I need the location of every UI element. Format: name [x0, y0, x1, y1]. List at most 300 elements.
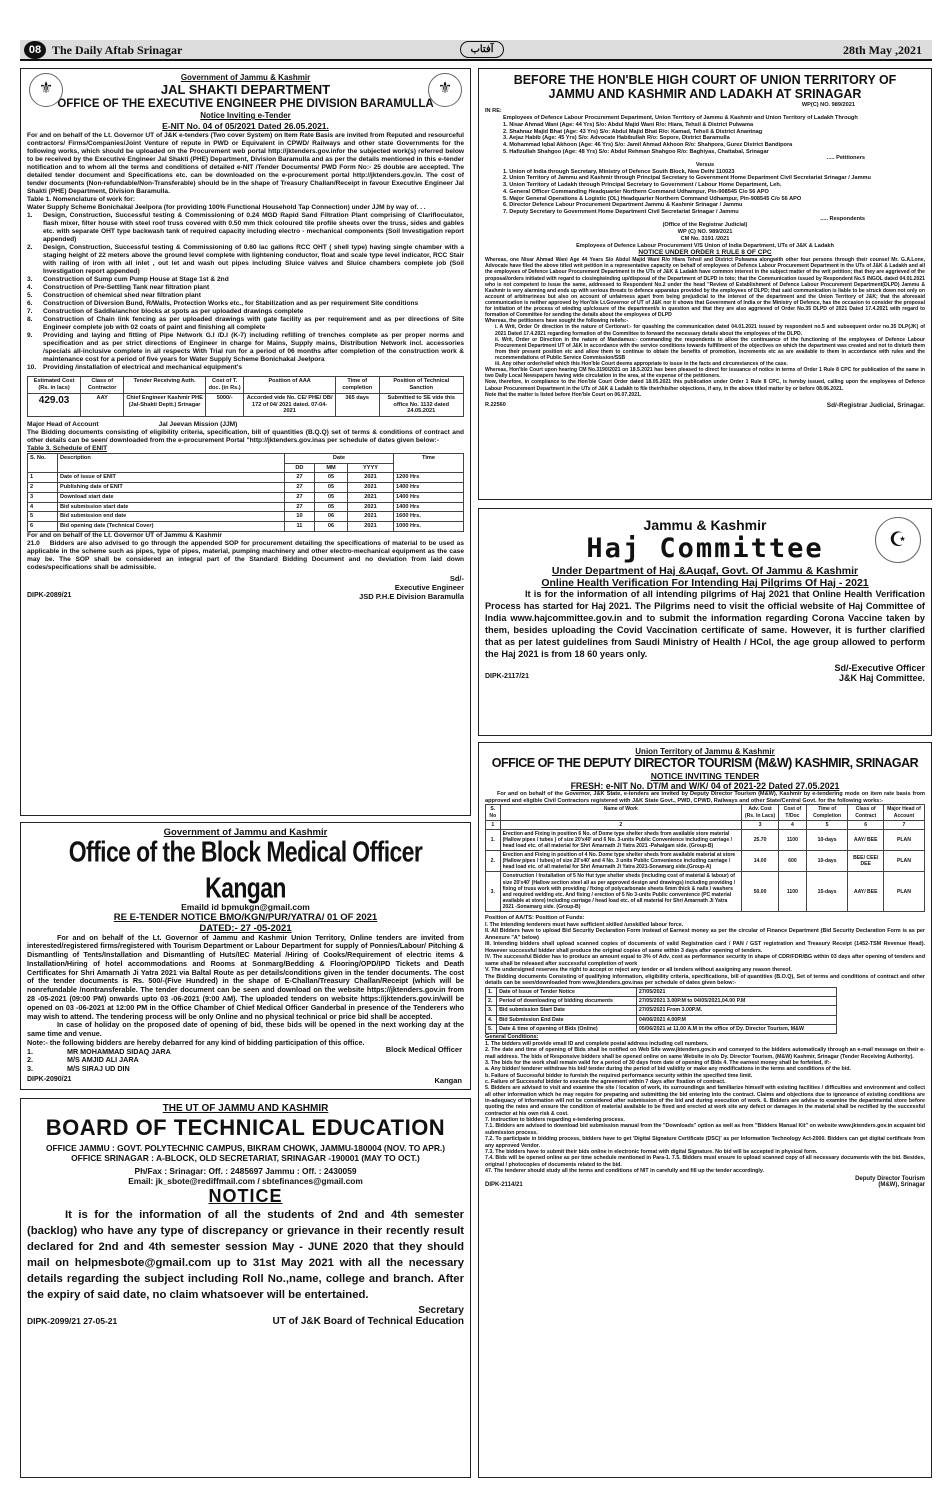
table-row	[486, 987, 837, 996]
tour-header-cell: Time of Completion	[806, 805, 848, 820]
schedule-cell: 2021	[348, 512, 394, 522]
petitioners-list	[485, 115, 925, 155]
schedule-cell: 05	[315, 502, 348, 512]
relief-item: ii. Writ, Order or Direction in the nature of Mandamus:- commanding the respondents to allow the continuance of the functioning of the employees of Defence Labour Procurement Department UT of J&K in accordance with the service conditions towards fulfillment of the objectives on which the department was created and not to disturb them from their present position etc and allow them to continue to obtain the benefits of promotion, increments etc as are available to them in accordance with rules and the recommendations of Public Service Commission/SSB	[495, 336, 925, 361]
tour-col-number: 7	[883, 820, 924, 829]
page-header	[20, 40, 932, 61]
notice-heading: Notice Inviting e-Tender	[200, 111, 291, 121]
major-head-line	[27, 421, 464, 429]
bte-addr-srinagar: OFFICE SRINAGAR : A-BLOCK, OLD SECRETARIAT, SRINAGAR -190001 (MAY TO OCT.)	[71, 1152, 420, 1163]
sop-note	[27, 540, 464, 572]
sched-head-date: Date	[284, 454, 393, 464]
schedule-cell: Bid submission end date	[58, 512, 285, 522]
general-condition-item: 7.1. Bidders are advised to download bid submission manual from the "Downloads" option as well as from "Bidders Manual Kit" on website www.jktenders.gov.in acquaint bid submission process.	[485, 1123, 925, 1136]
schedule-cell: 4	[28, 502, 58, 512]
schedule-cell: 1400 Hrs	[394, 502, 464, 512]
haj-body: It is for the information of all intending pilgrims of Haj 2021 that Online Health Verification Process has started for Haj 2021. The Pilgrims need to visit the official website of Haj Committee of India www.hajcommittee.gov.in and to submit the information regarding Corona Vaccine taken by them, besides uploading the Covid Vaccination certificate of same. However, it is further clarified that as per latest guidelines from Saudi Ministry of Health / HCol, the age group allowed to perform the Haj 2021 is from 18 60 years only.	[485, 589, 925, 660]
work-items-list	[27, 212, 464, 373]
petitioner-item: 3. Aejaz Habib (Age: 45 Yrs) S/o: Advocate Habibullah R/o: Sopore, District Baramulla	[503, 135, 730, 142]
tour-header-cell: Name of Work	[500, 805, 741, 820]
haj-footer	[485, 673, 925, 683]
work-item-text: Construction of Chain link fencing as per uploaded drawings with gate facility as per requirement and as per directions of Site Engineer complete job with 02 coats of paint and finishing all complete	[43, 316, 464, 332]
schedule-cell: Date of issue of ENIT	[58, 473, 285, 483]
tour-schedule-cell: 05/06/2021 at 11.00 A.M in the office of Dy. Director Tourism, M&W	[636, 1024, 836, 1033]
bte-body: It is for the information of all the students of 2nd and 4th semester (backlog) who have any type of discrepancy or grievance in their recently result declared for 2nd and 4th semester session May - JUNE 2020 that they should mail on helpmesbote@gmail.com up to 31st May 2021 with all the necessary details regarding the subject including Roll No.,name, college and branch. After the expiry of said date, no claim whatsoever will be entertained.	[27, 1208, 464, 1301]
gov-heading: Government of Jammu & Kashmir	[180, 73, 311, 82]
schedule-cell: Download start date	[58, 492, 285, 502]
schedule-cell: 1600 Hrs.	[394, 512, 464, 522]
tour-cell: 15-days	[806, 872, 848, 912]
bmo-footer	[27, 1076, 462, 1085]
cost-header-cell: Time of completion	[335, 377, 379, 393]
reliefs-list	[485, 324, 925, 367]
tour-cell: 10-days	[806, 851, 848, 872]
tour-conditions	[485, 922, 925, 974]
debarred-number: 1.	[27, 1046, 33, 1056]
respondents-label: ..... Respondents	[820, 215, 865, 222]
registrar-office: (Office of the Registrar Judicial)	[662, 222, 748, 229]
bmo-email: Emaild id bpmukgn@gmail.com	[181, 901, 310, 912]
dipk-ref: DIPK-2089/21	[27, 591, 72, 599]
respondent-item: 2. Union Territory of Jammu and Kashmir through Principal Secretary to Government Home Department Civil Secretariat Srinagar / Jammu	[503, 175, 871, 182]
respondent-item: 3. Union Territory of Ladakh through Principal Secretary to Government / Labour Home Department, Leh.	[503, 182, 782, 189]
schedule-cell: 1200 Hrs	[394, 473, 464, 483]
sched-head-sno: S. No.	[28, 454, 58, 473]
court-para-4: Now, therefore, in compliance to the Hon'ble Court Order dated 18.05.2021 this publication under Order 1 Rule 8 CPC, is hereby issued, calling upon the employees of Defence Labour Procurement Department in the UTs of J&K & Ladakh to file their/his/her objections, if any, in the above titled matter by or before 08.06.2021.	[485, 379, 925, 392]
work-item-number: 4.	[27, 284, 33, 292]
table-row	[28, 522, 464, 532]
newspaper-logo-icon: آفتاب	[460, 41, 504, 58]
cost-header-cell: Tender Receiving Auth.	[124, 377, 206, 393]
cost-value-cell: 365 days	[335, 393, 379, 416]
court-ref: R.22560	[485, 401, 506, 408]
bmo-gov: Government of Jammu and Kashmir	[163, 827, 328, 838]
tour-enit: FRESH: e-NIT No. DT/M and W/K/ 04 of 2021-22 Dated 27.05.2021	[570, 781, 840, 791]
bmo-note: Note:- the following bidders are hereby debarred for any kind of bidding participation of this office.	[27, 1037, 365, 1047]
schedule-cell: 05	[315, 473, 348, 483]
bidding-docs-text: The Bidding documents consisting of eligibility criteria, specification, bill of quantities (B.Q.Q) set of terms & conditions of contract and other details can be seen/ downloaded from the e-procurement Portal "http://jktenders.gov.inas per schedule of dates given below:-	[27, 428, 464, 445]
tour-works-table	[485, 804, 925, 912]
table-row	[486, 872, 925, 912]
tour-nit: NOTICE INVITING TENDER	[650, 771, 760, 781]
table-row	[486, 1024, 837, 1033]
order-notice-heading: NOTICE UNDER ORDER 1 RULE 8 OF CPC	[638, 249, 772, 257]
work-item-text: Providing /installation of electrical and mechanical equipment's	[43, 364, 243, 372]
respondent-item: 7. Deputy Secretary to Government Home Department Civil Secretariat Srinagar / Jammu	[503, 209, 739, 215]
cost-value-cell: Accorded vide No. CE/ PHE/ DB/ 172 of 04/ 2021 dated. 07-04-2021	[244, 393, 336, 416]
schedule-cell: 06	[315, 522, 348, 532]
schedule-cell: 1400 Hrs	[394, 483, 464, 493]
court-para-3: Whereas, Hon'ble Court upon hearing CM No.3190/2021 on 18.5.2021 has been pleased to direct for issuance of notice in terms of Order 1 Rule 8 CPC for publication of the same in two Daily Local Newspapers having wide circulation in the area, at the expense of the petitioners.	[485, 367, 925, 380]
work-item	[27, 308, 464, 316]
in-re: IN RE:	[485, 108, 502, 115]
tour-cell: 600	[779, 851, 807, 872]
work-item-number: 9.	[27, 332, 33, 340]
tour-cell: 2.	[486, 851, 501, 872]
sd-mark: Sd/-	[449, 573, 464, 583]
schedule-cell: 2021	[348, 473, 394, 483]
schedule-cell: 27	[284, 473, 314, 483]
bmo-re-tender: RE E-TENDER NOTICE BMO/KGN/PUR/YATRA/ 01 OF 2021	[113, 911, 378, 923]
cost-table	[27, 376, 464, 417]
wp-number: WP(C) NO. 989/2021	[801, 101, 855, 108]
schedule-cell: 06	[315, 512, 348, 522]
jk-emblem-icon: ⚜	[428, 73, 462, 107]
tour-header-cell: S. No	[486, 805, 501, 820]
court-footer	[485, 402, 925, 409]
haj-under: Under Department of Haj &Auqaf, Govt. Of Jammu & Kashmir	[551, 565, 859, 578]
haj-jk: Jammu & Kashmir	[643, 517, 767, 533]
tour-schedule-cell: 2.	[486, 996, 497, 1005]
schedule-cell: 27	[284, 483, 314, 493]
court-para-1: Whereas, one Nisar Ahmad Wani Age 44 Years S/o Abdul Majid Wani R/o Hiara Tehsil and District Pulwama alongwith other four persons through their counsel Mr. G.A.Lone, Advocate have filed the above titled writ petition in a representative capacity on behalf of employees of Defence Labour Procurement Department in the UTs of J&K & Ladakh and all the employees of Defence Labour Procurement Department in the UTs of J&K & Ladakh have common interest in the subject matter of the writ petition; that they are aggrieved of the proposal/orders initiated with regard to closing/winding up/disposal of the Department of DLPD in toto; that the Communication issued by Respondent No.5 INGOL dated 04.01.2021 who is not competent to issue the same, addressed to Respondent No.2 under the head "Review of Establishment of Defence Labour Procurement Department(DLPD) Jammu & Kashmir is very alarming and ends up with serious threats to defence apparatus provided by the employees of DLPD; that said communication is liable to be struck down not only on account of arbitrariness but also on account of unfairness apart from being prejudicial to the interest of the department and the Union Territory of J&K; that the aforesaid communication is neither approved by Hon'ble Lt.Governor of UT of J&K nor it shows that Government of India or the Ministry of Defence, has the occasion to consider the proposal for initiation of the process of winding up/closure of the department/s in question and that they are also aggrieved of Order No.35 DLPD of 2021 Dated 17.4.2021 with regard to formation of Committee for sending the details about the employees of DLPD	[485, 257, 925, 319]
debarred-name: M/S SIRAJ UD DIN	[67, 1064, 130, 1074]
issue-date: 28th May ,2021	[843, 43, 922, 57]
schedule-cell: 1	[28, 473, 58, 483]
tour-schedule-cell: 04/06/2021 4.00P.M	[636, 1015, 836, 1024]
footer-row	[27, 592, 464, 601]
condition-item: V. The undersigned reserves the right to accept or reject any tender or all tenders without assigning any reason thereof.	[485, 967, 792, 974]
table-row	[28, 473, 464, 483]
work-item-text: Construction of Sump cum Pump House at Stage 1st & 2nd	[43, 276, 229, 284]
general-condition-item: 7.3. The bidders have to submit their bids online in electronic format with digital Signature. No bid will be accepted in physical form.	[485, 1148, 818, 1155]
relief-item: iii. Any other order/relief which this Hon'ble Court deems appropriate to issue in the facts and circumstances of the case.	[495, 361, 788, 368]
petitioner-item: 5. Hafizullah Shahgoo (Age: 48 Yrs) S/o: Abdul Rehman Shahgoo R/o: Baghiyas, Chattabal, Srinagar	[503, 148, 769, 155]
debarred-item	[27, 1065, 464, 1074]
cm-number: CM No. 3191 /2021	[680, 235, 730, 242]
tour-col-number: 3	[742, 820, 779, 829]
tour-sign-1: Deputy Director Tourism	[855, 1176, 925, 1183]
tour-col-number: 6	[848, 820, 883, 829]
tour-cell: PLAN	[883, 851, 924, 872]
bmo-ref: DIPK-2090/21	[27, 1076, 72, 1083]
tour-schedule-cell: 5.	[486, 1024, 497, 1033]
tour-col-number: 5	[806, 820, 848, 829]
table-row	[28, 502, 464, 512]
relief-item: i. A Writ, Order Or direction in the nature of Certiorari:- for quashing the communication dated 04.01.2021 issued by respondent no.5 and subsequent order no.35 DLP(JK) of 2021 Dated 17.4.2021 regarding formation of the Committee to forward the necessary details about the employees of the DLPD.	[495, 324, 925, 337]
work-item-text: Design, Construction, Successful testing & Commissioning of 0.24 MGD Rapid Sand Filtration Plant comprising of Clarifloculator, flash mixer, filter house with steel roof truss covered with 0.50 mm thick coloured tile profile sheets over the truss, sides and gables etc. with separate OHT type backwash tank of required capacity including electro - mechanical components (Soil Investigation report appended)	[43, 211, 464, 243]
bte-secretary: Secretary	[418, 1304, 464, 1316]
condition-item: III. Intending bidders shall upload scanned copies of documents of valid Registration card / PAN / GST registration and Treasury Receipt (1452-TSM Revenue Head). However successful bidder shall produce the original copies of same within 3 days after opening of tenders.	[485, 941, 925, 954]
table-row	[28, 492, 464, 502]
schedule-cell: 05	[315, 492, 348, 502]
general-condition-item: 1. The bidders will provide email ID and complete postal address including cell numbers.	[485, 1041, 709, 1048]
schedule-cell: 3	[28, 492, 58, 502]
work-item-number: 7.	[27, 308, 33, 316]
haj-online: Online Health Verification For Intending Haj Pilgrims Of Haj - 2021	[541, 577, 869, 590]
debarred-name: MR MOHAMMAD SIDAQ JARA	[67, 1046, 171, 1056]
work-item	[27, 316, 464, 332]
tour-header-cell: Cost of T/Doc	[779, 805, 807, 820]
tour-title: OFFICE OF THE DEPUTY DIRECTOR TOURISM (M&W) KASHMIR, SRINAGAR	[491, 756, 919, 770]
work-item-number: 6.	[27, 300, 33, 308]
tour-schedule-cell: 1.	[486, 987, 497, 996]
general-condition-item: 7.4. Bids will be opened online as per time schedule mentioned in Para-1. 7.5. Bidders must ensure to upload scanned copy of all necessary documents with the bid. Besides, original / photocopies of documents related to the bid.	[485, 1155, 925, 1168]
table-row	[486, 996, 837, 1005]
work-item-text: Design, Construction, Successful testing & Commissioning of 0.60 lac gallons RCC OHT ( shell type) having single chamber with a staging height of 22 meters above the ground level complete with lightening conductor, float and scale type level indicator, RCC Stair with railing of iron with all inlet , out let and wash out pipes including Sluice valves and Sluice chambers complete job (Soil Investigation report appended)	[43, 243, 464, 276]
versus: Versus	[695, 162, 715, 169]
general-condition-item: 5. Bidders are advised to visit and examine the site / location of work, its surroundings and familiarize himself with existing facilities / difficulties and environment and collect all other information which he may require for preparing and submitting the bid entering into the contract. Claims and objections due to ignorance of existing conditions are in-adequacy of information will not be considered after submission of the bid and during execution of work. 6. Bidders are advise to examine the departmental store before quoting the rates and ensure the condition of material available to be fixed and erected at work site any defect or damages in the material shall be rectified by the successful contractor at his own risk & cost.	[485, 1085, 925, 1117]
work-item	[27, 300, 464, 308]
tour-cell: Construction / Installation of 5 No Hut type shelter sheds (including cost of material & labour) of size 20'x40' (Hallow section steel all as per approved design and drawings) including providing / fixing of truss work with providing / fixing of polycarbonate sheets 6mm thick & nails / washers and required welding etc. And fixing / erection of 5 No 3-units Public convenience (PC material available at store) including carriage / head load etc. of all material for Shri Amarnath Ji Yatra 2021 -Sonamarg side. (Group-B)	[500, 872, 741, 912]
work-item-text: Construction of Diversion Bund, R/Walls, Protection Works etc., for Stabilization and as per requirement Site conditions	[43, 300, 419, 308]
tour-header-cell: Class of Contract	[848, 805, 883, 820]
tour-cell: 25.70	[742, 829, 779, 850]
major-head-label: Major Head of Account	[27, 420, 99, 428]
bte-sign: UT of J&K Board of Technical Education	[272, 1315, 464, 1327]
sched-sub-yyyy: YYYY	[348, 463, 394, 473]
cost-value-cell: 429.03	[28, 393, 81, 416]
case-title: Employees of Defence Labour Procurement V/S Union of India Department, UTs of J&K & Ladakh	[576, 242, 834, 249]
tourism-tender-notice	[478, 742, 932, 1478]
debarred-number: 2.	[27, 1055, 33, 1065]
newspaper-name: The Daily Aftab Srinagar	[52, 43, 183, 57]
court-para-5: Note that the matter is listed before Hon'ble Court on 06.07.2021.	[485, 391, 642, 398]
tour-schedule-table	[485, 987, 837, 1035]
cost-header-cell: Estimated Cost (Rs. in lacs)	[28, 377, 81, 393]
haj-title: Haj Committee	[586, 533, 824, 564]
bte-ut: THE UT OF JAMMU AND KASHMIR	[162, 1103, 329, 1114]
petitioners-label: ..... Petitioners	[826, 155, 865, 162]
sched-sub-mm: MM	[315, 463, 348, 473]
bmo-body: For and on behalf of the Lt. Governor of Jammu and Kashmir Union Territory, Online tenders are invited from interested/registered firms/registered with Tourism Department or Labour Department for supply of Ponnies/Labour/ Pitching & Dismantling of Tents/Installation and Dismantling of Huts/IEC Material /Hiring of Cooks/Requirement of electric items & Installation/Hiring of hotel accommodations and Rooms at Sonmarg/Bedding & Flooring/OPD/IPD Tickets and Death Certificates for Shri Amarnath Ji Yatra 2021 via Baltal Route as per details/conditions given in the tender documents. The cost of the tender documents is Rs. 500/-(Five Hundred) in the shape of E-Challan/Treasury Challan/Receipt (which will be nonrefundable /nontransferable. The tender document can be seen and download on the website https://jktenders.gov.in from 28 -05-2021 (09:00 PM) onwards upto 03 -06-2021 (9:00 AM). The uploaded tenders on website https://jktenders.gov.in/will be opened on 03 -06-2021 at 12:00 PM in the Office Chamber of Chief Medical Officer Ganderbal in presence of the Tenderers who may wish to attend. The tendering process will be only Online and no physical technical or price bid shall be accepted.	[27, 932, 464, 1021]
wp-number-2: WP (C) NO. 989/2021	[677, 229, 733, 236]
work-item-number: 1.	[27, 211, 33, 219]
note-number: 21.0	[27, 539, 40, 547]
sched-head-desc: Description	[58, 454, 285, 473]
table3-caption: Table 3. Schedule of ENIT	[27, 445, 108, 453]
page-number: 08	[24, 41, 46, 59]
signatory-office: JSD P.H.E Division Baramulla	[359, 591, 464, 601]
tender-body: For and on behalf of the Lt. Governor UT of J&K e-tenders (Two cover System) on Item Rate Basis are invited from Reputed and resourceful contractors/ Firms/Companies/Joint Venture of repute in PWD or Equivalent in CPWD/ Railways and other state Governments for the following works, which should be uploaded on the Procurement web portal http://jktenders.gov.infor the subjected work(s) referred below to be received by the Executive Engineer Jal Shakti (PHE) Department, Division Baramulla and as per the details mentioned in this e-tender notification and to whom all the terms and conditions of detailed e-NIT /Tender Documents/ PWD Form No:- 25 double are accepted. The detailed tender document and Specifications etc. can be downloaded on the e-procurement portal http://jktenders.gov.in. The cost of tender documents (Non-refundable/Non-Transferable) should be in the shape of Treasury Challan/Receipt in favour Executive Engineer Jal Shakti (PHE) Department, Division Baramulla.	[27, 131, 464, 195]
tour-cell: 14.00	[742, 851, 779, 872]
tour-cell: 1.	[486, 829, 501, 850]
schedule-table	[27, 453, 464, 532]
scheme-line: Water Supply Scheme Bonichakal Jeelpora (for providing 100% Functional Household Tap Connection) under JJM by way of. . .	[27, 203, 426, 211]
tour-cell: 10-days	[806, 829, 848, 850]
work-item-number: 2.	[27, 243, 33, 251]
bmo-title: Office of the Block Medical Officer Kangan	[68, 835, 423, 904]
sched-sub-dd: DD	[284, 463, 314, 473]
work-item	[27, 284, 464, 292]
cost-value-cell: Submitted to SE vide this office No. 1132 dated 24.05.2021	[379, 393, 464, 416]
bte-addr-jammu: OFFICE JAMMU : GOVT. POLYTECHNIC CAMPUS, BIKRAM CHOWK, JAMMU-180004 (NOV. TO APR.)	[45, 1142, 446, 1153]
tour-cell: AAY/ BEE	[848, 829, 883, 850]
tour-col-number: 2	[500, 820, 741, 829]
haj-committee-logo-icon: ☪	[875, 517, 921, 563]
cost-header-cell: Position of AAA	[244, 377, 336, 393]
work-item-number: 5.	[27, 292, 33, 300]
tour-schedule-cell: 27/05/2021	[636, 987, 836, 996]
bte-notice-heading: NOTICE	[208, 1185, 283, 1206]
table-row	[28, 483, 464, 493]
sched-head-time: Time	[394, 454, 464, 473]
cost-value-cell: 5000/-	[205, 393, 243, 416]
tour-schedule-cell: Bid Submission End Date	[497, 1015, 637, 1024]
work-item-text: Providing and laying and fitting of Pipe Network G.I /D.I (K-7) including refilling of trenches complete as per proper norms and specification and as per strict directions of Engineer in charge for Mains, Supply mains, Distribution Network incl. accessories /specials all-inclusive complete in all respects With Trial run for a period of 06 months after completion of the construction work & maintenance cost for a period of five years for Water Supply Scheme Bonichakal Jeelpora	[43, 332, 464, 364]
general-condition-item: 7.2. To participate in bidding process, bidders have to get 'Digital Signature Certificate (DSC)' as per Information Technology Act-2000. Bidders can get digital certificate from any approved Vendor.	[485, 1136, 925, 1149]
schedule-cell: 2021	[348, 483, 394, 493]
schedule-cell: 2021	[348, 502, 394, 512]
petitioner-item: 1. Nisar Ahmad Wani (Age: 44 Yrs) S/o: Abdul Majid Wani R/o: Hiara, Tehsil & District Pulwama	[503, 121, 754, 128]
tour-col-number: 4	[779, 820, 807, 829]
tour-cell: PLAN	[883, 872, 924, 912]
tour-schedule-cell: 4.	[486, 1015, 497, 1024]
work-item-text: Construction of chemical shed near filtration plant	[43, 292, 201, 300]
tour-schedule-cell: Bid submission Start Date	[497, 1006, 637, 1015]
high-court-notice	[478, 68, 932, 500]
bmo-dated: DATED:- 27 -05-2021	[199, 922, 292, 934]
schedule-cell: Bid submission start date	[58, 502, 285, 512]
table-row	[486, 1015, 837, 1024]
general-condition-item: b. Failure of Successful bidder to furnish the required performance security within the specified time limit.	[485, 1072, 753, 1079]
schedule-cell: 2021	[348, 522, 394, 532]
tour-cell: PLAN	[883, 829, 924, 850]
tour-ut: Union Territory of Jammu & Kashmir	[635, 747, 775, 756]
registrar-signature: Sd/-Registrar Judicial, Srinagar.	[826, 401, 925, 409]
schedule-cell: 05	[315, 483, 348, 493]
tour-header-cell: Major Head of Account	[883, 805, 924, 820]
schedule-cell: 11	[284, 522, 314, 532]
tour-cell: 1100	[779, 872, 807, 912]
bmo-sign-1: Block Medical Officer	[385, 1045, 462, 1054]
schedule-cell: 2	[28, 483, 58, 493]
general-condition-item: 47. The tenderer should study all the terms and conditions of NIT in carefully and fill up the tender accordingly.	[485, 1167, 764, 1174]
note-text: Bidders are also advised to go through the appended SOP for procurement detailing the specifications of material to be used as applicable in the scheme such as pipes, type of pipes, material, pumping machinery and other electro-mechanical equipment as the case may be. The SOP shall be considered an integral part of the Standard Bidding Document and no deviation from laid down codes/specifications shall be admissible.	[27, 539, 464, 571]
bmo-holiday: In case of holiday on the proposed date of opening of bid, these bids will be opened in the next working day at the same time and venue.	[27, 1020, 464, 1039]
tour-ref: DIPK-2114/21	[485, 1182, 523, 1189]
tour-cell: AAY/ BEE	[848, 872, 883, 912]
tour-schedule-cell: 27/05/2021 From 3.00P.M.	[636, 1006, 836, 1015]
office-heading: OFFICE OF THE EXECUTIVE ENGINEER PHE DIVISION BARAMULLA	[57, 97, 434, 110]
tour-sign-2: (M&W), Srinagar	[878, 1182, 925, 1189]
work-item-number: 8.	[27, 316, 33, 324]
tour-schedule-cell: Date & time of opening of Bids (Online)	[497, 1024, 637, 1033]
jk-emblem-icon: ⚜	[29, 73, 63, 107]
general-condition-item: 7. Instruction to bidders regarding e-tendering process.	[485, 1117, 625, 1124]
bte-footer	[27, 1316, 464, 1327]
tour-header-cell: Adv. Cost (Rs. In Lacs)	[742, 805, 779, 820]
tour-cell: Erection and Fixing in position of 4 No. Dome type shelter sheds from available material at store (Hallow pipes / tubes) of size 20'x40' and 4 No. 3 units Public Convenience including carriage / head load etc. of all material for Shri Amarnath Ji Yatra 2021-Sonamarg side.(Group-A)	[500, 851, 741, 872]
condition-item: IV. The successful Bidder has to produce an amount equal to 3% of Adv. cost as performance security in shape of CDR/FDR/BG within 03 days after opening of tenders and same shall be released after successful completion of work	[485, 954, 925, 967]
tour-cell: Erection and Fixing in position 6 No. of Dome type shelter sheds from available store material (Hallow pipes / tubes ) of size 20'x40' and 6 No. 3-units Public Convenience including carriage / head load etc. of all material for Shri Amarnath Ji Yatra 2021 -Pahalgam side. (Group-B)	[500, 829, 741, 850]
petitioner-item: 2. Shahnaz Majid Bhat (Age: 43 Yrs) S/o: Abdul Majid Bhat R/o: Kamad, Tehsil & District Anantnag	[503, 128, 763, 135]
petitioner-item: Employees of Defence Labour Procurement Department, Union Territory of Jammu & Kashmir and Union Territory of Ladakh Through	[503, 115, 858, 122]
debarred-number: 3.	[27, 1064, 33, 1074]
petitioner-item: 4. Mohammad Iqbal Akhoon (Age: 46 Yrs) S/o: Jamil Ahmad Akhoon R/o: Shahpora, Gurez District Bandipora	[503, 141, 793, 148]
court-title-1: BEFORE THE HON'BLE HIGH COURT OF UNION TERRITORY OF	[513, 73, 897, 87]
haj-sign-1: Sd/-Executive Officer	[834, 663, 925, 674]
schedule-cell: Publishing date of ENIT	[58, 483, 285, 493]
work-item-text: Construction of Pre-Settling Tank near filtration plant	[43, 284, 210, 292]
general-condition-item: 2. The date and time of opening of Bids shall be notified on Web Site www.jktenders.gov.in and conveyed to the bidders automatically through an e-mail message on their e-mail address. The bids of Responsive bidders shall be opened online on same Website in o/o Dy. Director Tourism, (M&W) Kashmir, Srinagar (Tender Receiving Authority).	[485, 1047, 925, 1060]
tour-cell: BEE/ CEE/ DEE	[848, 851, 883, 872]
table-row	[486, 851, 925, 872]
debarred-name: M/S AMJID ALI JARA	[67, 1055, 139, 1065]
enit-number: E-NIT No. 04 of 05/2021 Dated 26.05.2021.	[162, 120, 329, 131]
respondent-item: 6. Director Defence Labour Procurement Department Jammu & Kashmir Srinagar / Jammu	[503, 202, 743, 209]
bmo-sign-2: Kangan	[434, 1076, 462, 1085]
schedule-cell: 1000 Hrs.	[394, 522, 464, 532]
tour-general-conditions	[485, 1041, 925, 1174]
condition-item: I. The intending tenderers must have sufficient skilled /unskilled labour force.	[485, 921, 684, 928]
cost-header-cell: Cost of T. doc. (in Rs.)	[205, 377, 243, 393]
table-row	[486, 1006, 837, 1015]
schedule-cell: 10	[284, 512, 314, 522]
work-item-text: Construction of Saddle/anchor blocks at spots as per uploaded drawings complete	[43, 308, 304, 316]
schedule-cell: 27	[284, 492, 314, 502]
schedule-cell: Bid opening date (Technical Cover)	[58, 522, 285, 532]
court-para-2: Whereas, the petitioners have sought the following reliefs:-	[485, 318, 629, 325]
tour-position: Position of AA/TS: Position of Funds:	[485, 915, 585, 922]
work-item	[27, 212, 464, 244]
cost-header-cell: Class of Contractor	[81, 377, 124, 393]
bte-email: Email: jk_sbote@rediffmail.com / sbtefinances@gmail.com	[128, 1175, 363, 1186]
tour-cell: 50.00	[742, 872, 779, 912]
bmo-kangan-notice	[20, 822, 471, 1090]
condition-item: II. All Bidders have to upload Bid Security Declaration Form instead of Earnest money as per the circular of Finance Department (Bid Security Declaration Form is as per Annexure "A" below)	[485, 928, 925, 941]
tour-bidding: The Bidding documents Consisting of qualifying information, eligibility criteria, specifications, bill of quantities (B.O.Q), Set of terms and conditions of contract and other details can be seen/downloaded from www.jktenders.gov.inas per schedule of dates given below:-	[485, 973, 925, 987]
tour-schedule-cell: Date of Issue of Tender Notice	[497, 987, 637, 996]
tour-schedule-cell: 27/05/2021 3.00P.M to 04/05/2021,04.00 P.M	[636, 996, 836, 1005]
work-item	[27, 364, 464, 372]
schedule-cell: 6	[28, 522, 58, 532]
work-item	[27, 244, 464, 276]
general-condition-item: a. Any bidder/ tenderer withdraw his bid/ tender during the period of bid validity or make any modifications in the terms and conditions of the bid.	[485, 1066, 851, 1073]
table1-caption: Table 1. Nomenclature of work for:	[27, 195, 135, 203]
bte-phone: Ph/Fax : Srinagar: Off. : 2485697 Jammu : Off. : 2430059	[134, 1165, 357, 1176]
bte-notice	[20, 1098, 471, 1478]
haj-committee-notice	[478, 508, 932, 736]
behalf-line: For and on behalf of the Lt. Governor UT of Jammu & Kashmir	[27, 531, 222, 539]
tour-cell: 1100	[779, 829, 807, 850]
bte-ref: DIPK-2099/21 27-05-21	[27, 1315, 118, 1326]
schedule-cell: 5	[28, 512, 58, 522]
tour-schedule-cell: 3.	[486, 1006, 497, 1015]
tour-col-number: 1	[486, 820, 501, 829]
respondent-item: 4. General Officer Commanding Headquarter Northern Command Udhampur, Pin-908545 C/o 56 APO	[503, 188, 769, 195]
bte-title: BOARD OF TECHNICAL EDUCATION	[45, 1115, 446, 1140]
cost-value-cell: Chief Engineer Kashmir PHE (Jal-Shakti Deptt.) Srinagar	[124, 393, 206, 416]
work-item	[27, 276, 464, 284]
tour-cell: 3.	[486, 872, 501, 912]
general-condition-item: 3. The bids for the work shall remain valid for a period of 30 days from date of opening of Bids 4. The earnest money shall be forfeited, if:-	[485, 1060, 832, 1067]
schedule-cell: 27	[284, 502, 314, 512]
work-item	[27, 292, 464, 300]
signatory-title: Executive Engineer	[394, 582, 464, 592]
tour-schedule-cell: Period of downloading of bidding documents	[497, 996, 637, 1005]
jal-shakti-tender-notice	[20, 68, 471, 816]
work-item-number: 10.	[27, 364, 37, 372]
respondent-item: 1. Union of India through Secretary, Ministry of Defence South Block, New Delhi 110023	[503, 168, 735, 175]
tour-intro: For and on behalf of the Governor, J&K State, e-tenders are invited by Deputy Director Tourism (M&W), Kashmir by e-tendering mode on item rate basis from approved and eligible Civil Contractors registered with J&K State Govt., PWD, CPWD, Railways and other State/Central Govt. for the following works:-	[485, 791, 925, 804]
table-row	[486, 829, 925, 850]
major-head-value: Jal Jeevan Mission (JJM)	[158, 420, 238, 428]
dept-heading: JAL SHAKTI DEPARTMENT	[160, 81, 331, 97]
haj-sign-2: J&K Haj Committee.	[838, 673, 925, 684]
cost-header-cell: Position of Technical Sanction	[379, 377, 464, 393]
tour-general-heading: General Conditions:	[485, 1034, 539, 1041]
general-condition-item: c. Failure of Successful bidder to execute the agreement within 7 days after fixation of contract.	[485, 1079, 726, 1086]
court-title-2: JAMMU AND KASHMIR AND LADAKH AT SRINAGAR	[548, 87, 862, 102]
tour-footer	[485, 1182, 925, 1188]
cost-value-cell: AAY	[81, 393, 124, 416]
schedule-cell: 2021	[348, 492, 394, 502]
respondent-item: 5. Major General Operations & Logistic (OL) Headquarter Northern Command Udhampur, Pin-908545 C/o 56 APO	[503, 195, 802, 202]
schedule-cell: 1400 Hrs	[394, 492, 464, 502]
haj-ref: DIPK-2117/21	[485, 673, 529, 681]
work-item	[27, 332, 464, 364]
